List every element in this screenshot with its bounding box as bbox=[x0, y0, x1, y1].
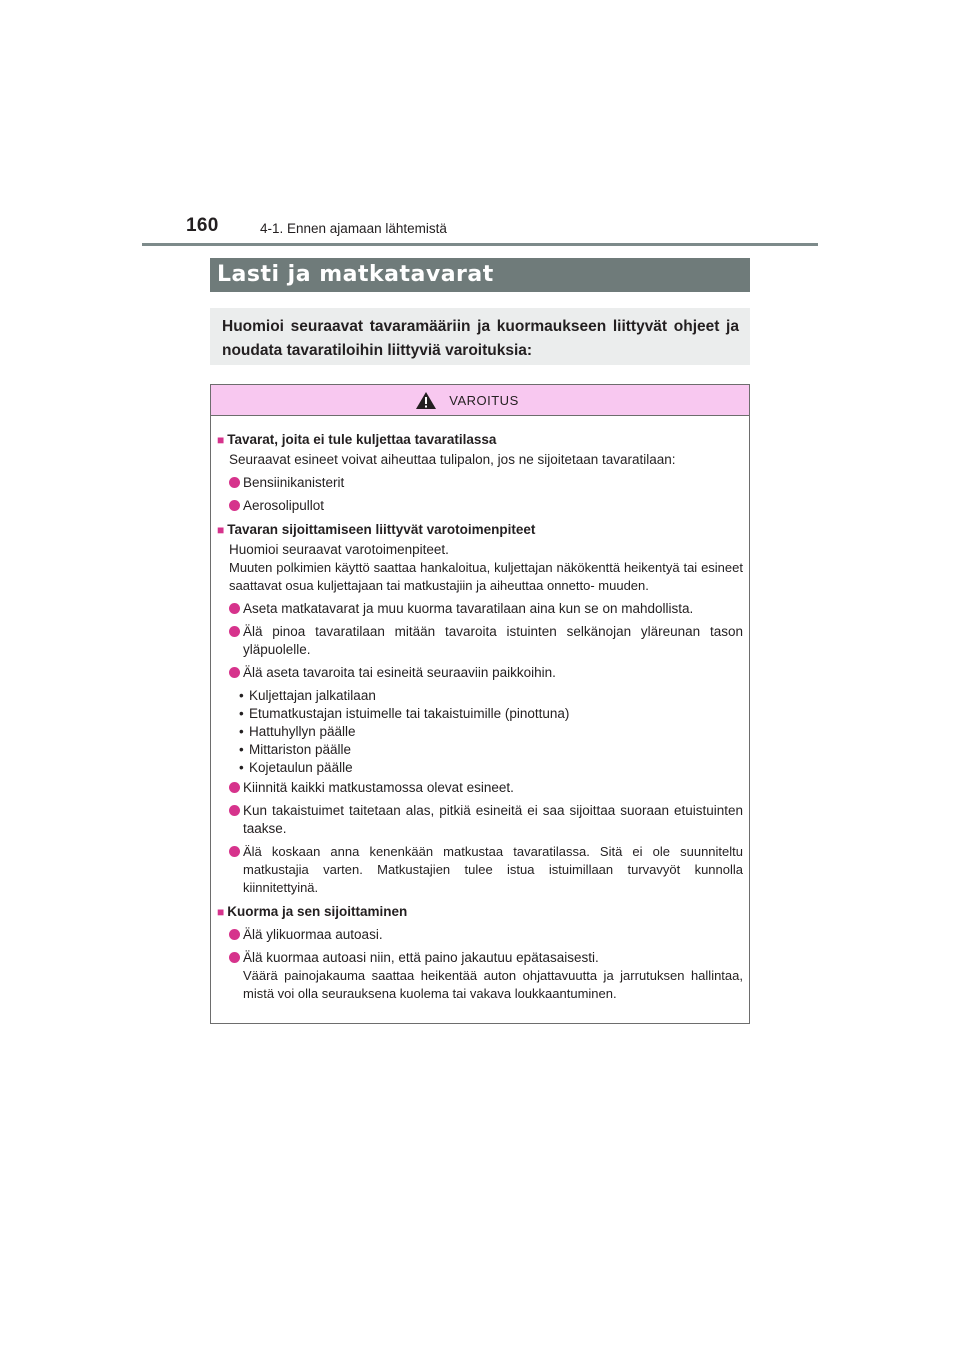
warning-box bbox=[210, 384, 750, 1024]
bullet-dot-icon bbox=[229, 782, 240, 793]
sub-list-item: • Hattuhyllyn päälle bbox=[239, 724, 356, 739]
list-item: Bensiinikanisterit bbox=[217, 474, 743, 492]
header-divider bbox=[142, 243, 818, 246]
bullet-dot-icon bbox=[229, 603, 240, 614]
bullet-dot-icon bbox=[229, 500, 240, 511]
list-item: Kiinnitä kaikki matkustamossa olevat esineet. bbox=[217, 779, 743, 797]
list-item: Aerosolipullot bbox=[217, 497, 743, 515]
warning-section-heading: ■ Tavaran sijoittamiseen liittyvät varotoimenpiteet bbox=[217, 522, 536, 537]
square-bullet-icon: ■ bbox=[217, 523, 225, 537]
sub-list-item: • Kuljettajan jalkatilaan bbox=[239, 688, 376, 703]
square-bullet-icon: ■ bbox=[217, 905, 225, 919]
bullet-dot-icon bbox=[229, 477, 240, 488]
warning-section-text: Väärä painojakauma saattaa heikentää auton ohjattavuutta ja jarrutuksen hallintaa, mistä voi olla seurauksena kuolema tai vakava loukkaantuminen. bbox=[243, 968, 743, 1001]
bullet-dot-icon bbox=[229, 952, 240, 963]
sub-list-item: • Mittariston päälle bbox=[239, 742, 352, 757]
warning-section-heading: ■ Tavarat, joita ei tule kuljettaa tavaratilassa bbox=[217, 432, 497, 447]
intro-text: Huomioi seuraavat tavaramääriin ja kuormaukseen liittyvät ohjeet ja noudata tavaratiloihin liittyviä varoituksia: bbox=[210, 308, 750, 365]
sub-list-item: • Kojetaulun päälle bbox=[239, 760, 353, 775]
list-item: Aseta matkatavarat ja muu kuorma tavaratilaan aina kun se on mahdollista. bbox=[217, 600, 743, 618]
section-title: Lasti ja matkatavarat bbox=[210, 258, 750, 292]
bullet-dot-icon bbox=[229, 846, 240, 857]
list-item: Älä pinoa tavaratilaan mitään tavaroita istuinten selkänojan yläreunan tason yläpuolelle. bbox=[217, 623, 743, 659]
warning-section-heading: ■ Kuorma ja sen sijoittaminen bbox=[217, 904, 408, 919]
list-item: Älä ylikuormaa autoasi. bbox=[217, 926, 743, 944]
warning-body bbox=[211, 416, 749, 1003]
chapter-title: 4-1. Ennen ajamaan lähtemistä bbox=[260, 221, 447, 236]
list-item: Älä aseta tavaroita tai esineitä seuraaviin paikkoihin. bbox=[217, 664, 743, 682]
warning-section-text: Seuraavat esineet voivat aiheuttaa tulipalon, jos ne sijoitetaan tavaratilaan: bbox=[229, 452, 676, 467]
list-item: Älä koskaan anna kenenkään matkustaa tavaratilassa. Sitä ei ole suunniteltu matkustajia varten. Matkustajien tulee istua istuimillaan turvavyöt kunnolla kiinnitettyinä. bbox=[217, 843, 743, 897]
sub-list-item: • Etumatkustajan istuimelle tai takaistuimille (pinottuna) bbox=[239, 706, 570, 721]
warning-section-text: Muuten polkimien käyttö saattaa hankaloitua, kuljettajan näkökenttä heikentyä tai esineet saattavat osua kuljettajaan tai matkustajiin ja aiheuttaa onnetto- muuden. bbox=[229, 560, 743, 593]
warning-triangle-icon bbox=[415, 391, 437, 410]
bullet-dot-icon bbox=[229, 805, 240, 816]
bullet-dot-icon bbox=[229, 667, 240, 678]
square-bullet-icon: ■ bbox=[217, 433, 225, 447]
bullet-dot-icon bbox=[229, 929, 240, 940]
warning-header bbox=[211, 385, 749, 416]
warning-section-text: Huomioi seuraavat varotoimenpiteet. bbox=[229, 542, 449, 557]
bullet-dot-icon bbox=[229, 626, 240, 637]
list-item: Älä kuormaa autoasi niin, että paino jakautuu epätasaisesti. bbox=[217, 949, 743, 967]
warning-label: VAROITUS bbox=[449, 392, 519, 408]
page-number: 160 bbox=[186, 215, 219, 236]
list-item: Kun takaistuimet taitetaan alas, pitkiä esineitä ei saa sijoittaa suoraan etuistuinten taakse. bbox=[217, 802, 743, 838]
